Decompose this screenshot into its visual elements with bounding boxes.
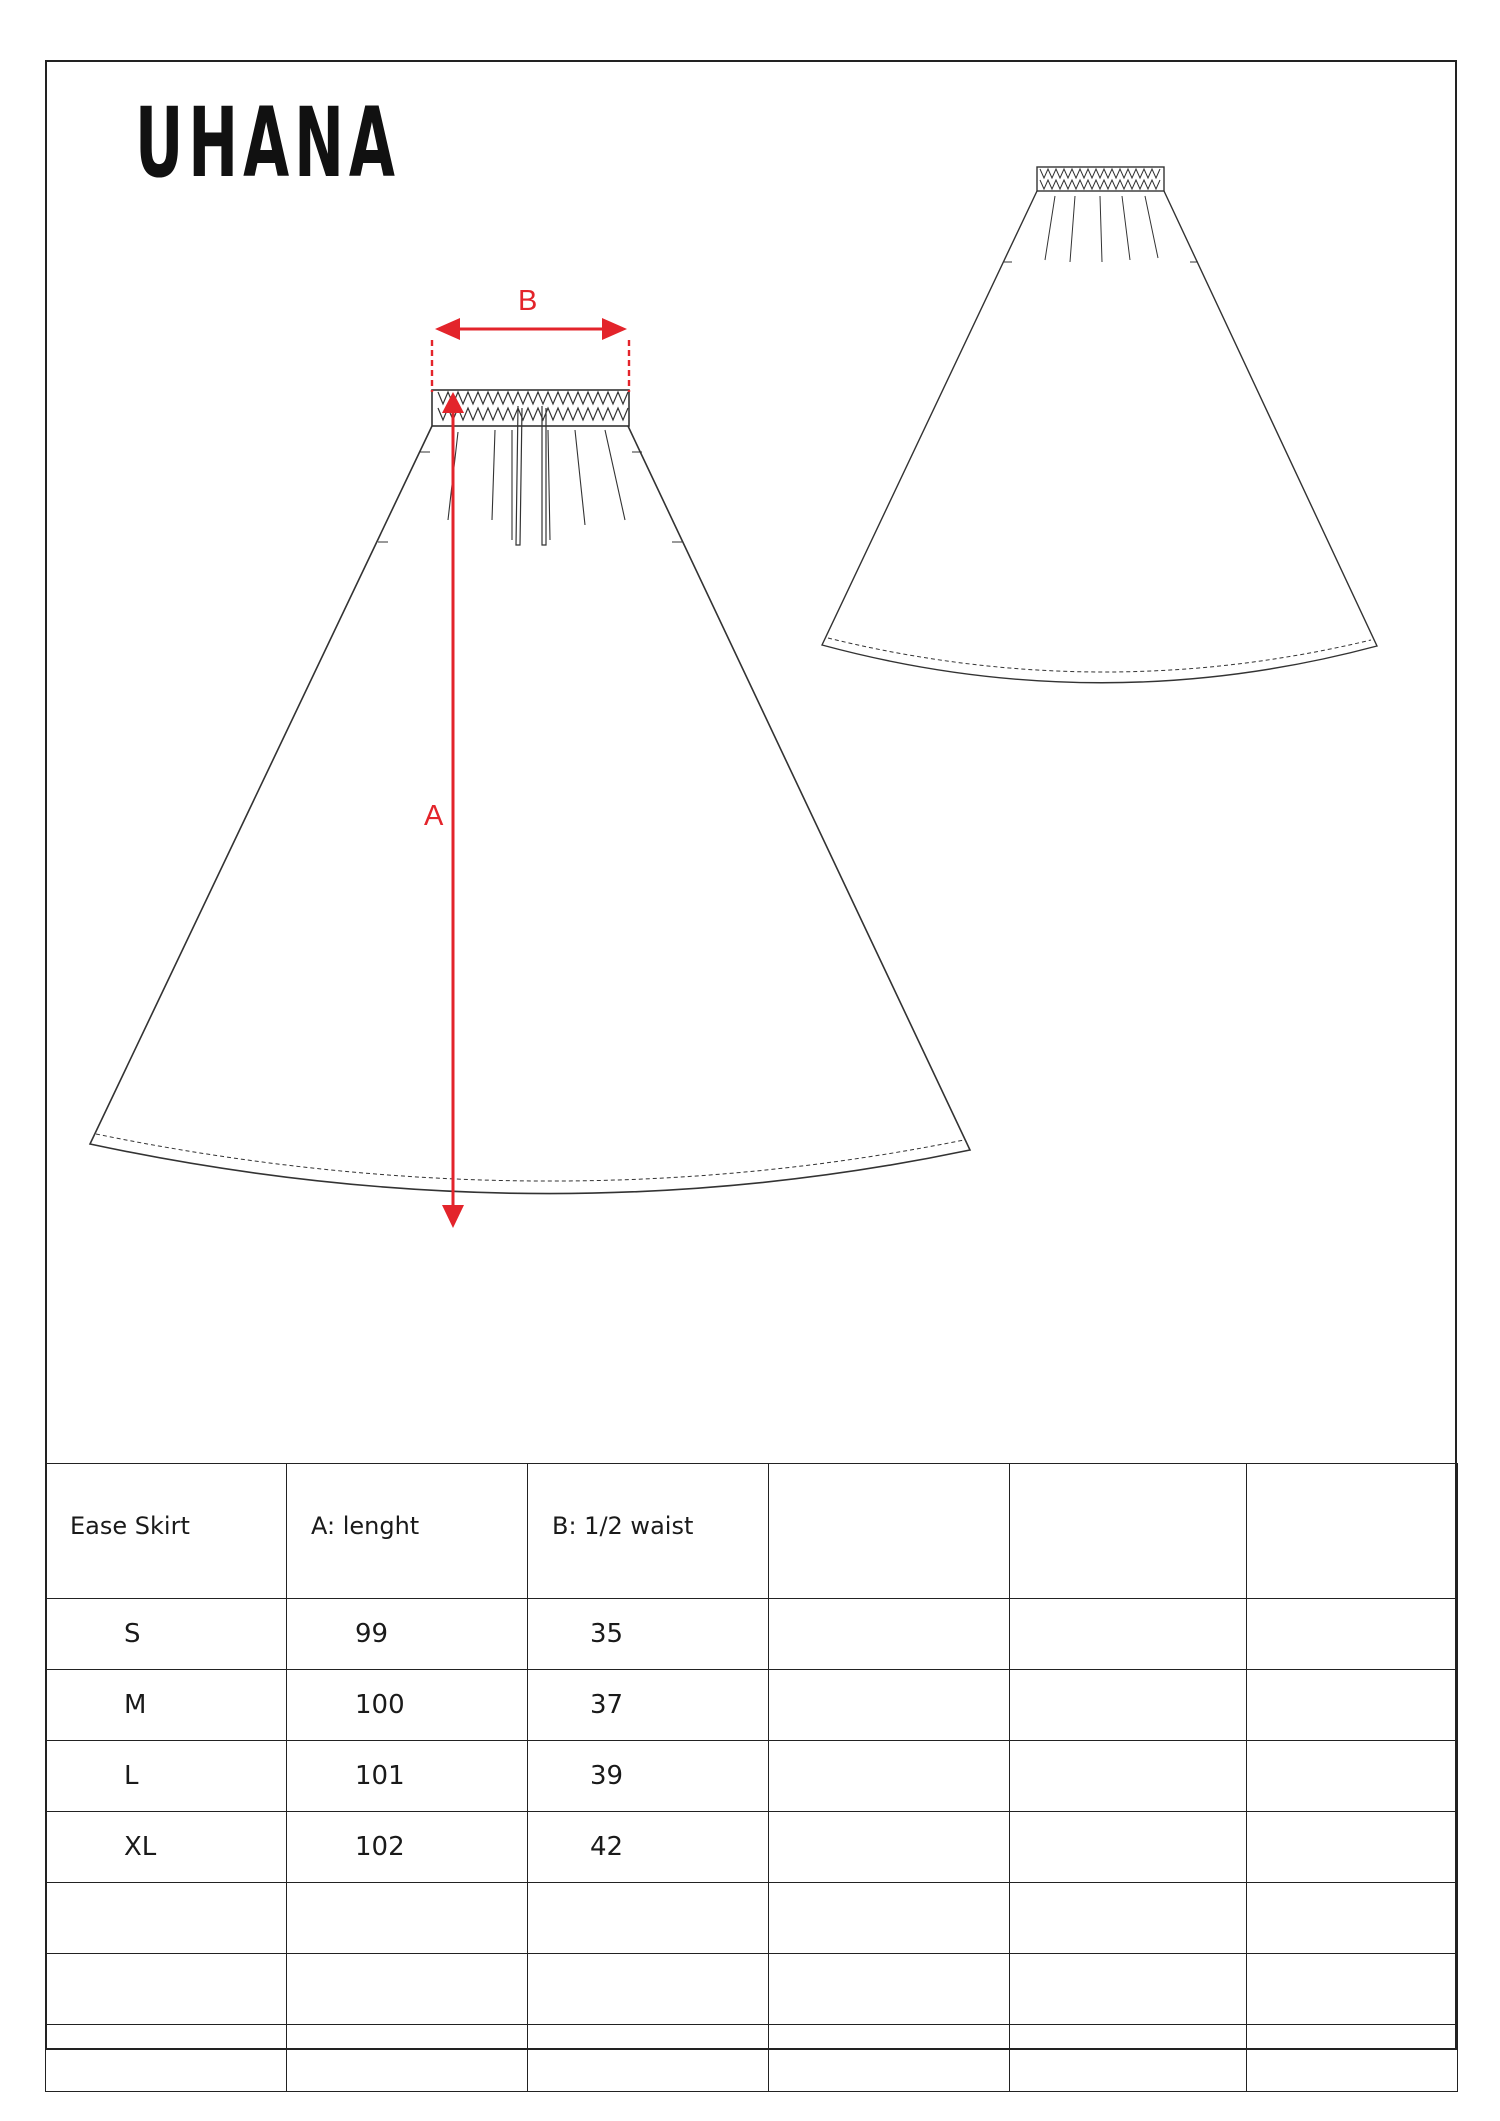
empty-cell [1247,1954,1458,2025]
empty-cell [1247,2025,1458,2092]
back-skirt-outline [822,191,1377,683]
empty-table-row [46,1883,1458,1954]
brand-logo: UHANA [135,87,400,199]
table-row [46,1670,1458,1741]
empty-cell [769,1599,1010,1670]
table-row [46,1599,1458,1670]
back-hem-stitch [828,638,1371,672]
empty-cell [528,1883,769,1954]
length-cell: 100 [287,1670,528,1741]
empty-cell [1247,1670,1458,1741]
header-empty-cell [1010,1464,1247,1599]
empty-cell [1010,1599,1247,1670]
empty-cell [1247,1599,1458,1670]
dim-a-arrow-top [442,392,464,413]
waist-cell: 37 [528,1670,769,1741]
size-chart-table [45,1463,1458,2092]
empty-table-row [46,1954,1458,2025]
back-waistband-shirring [1040,169,1160,189]
measurement-annotations [432,318,629,1228]
empty-cell [1247,1741,1458,1812]
length-cell: 99 [287,1599,528,1670]
empty-cell [1247,1883,1458,1954]
empty-cell [287,1883,528,1954]
length-cell: 102 [287,1812,528,1883]
header-half-waist: B: 1/2 waist [528,1464,769,1599]
header-length: A: lenght [287,1464,528,1599]
waist-cell: 35 [528,1599,769,1670]
back-pleats [1045,196,1158,262]
empty-cell [287,2025,528,2092]
front-view [90,390,970,1194]
empty-cell [1010,1670,1247,1741]
empty-cell [769,1954,1010,2025]
front-pleats [448,430,625,540]
dim-b-label: B [518,285,538,317]
header-empty-cell [1247,1464,1458,1599]
empty-cell [769,1883,1010,1954]
table-row [46,1812,1458,1883]
waist-cell: 42 [528,1812,769,1883]
empty-cell [769,1670,1010,1741]
back-view [822,167,1377,683]
empty-cell [528,1954,769,2025]
header-product-name: Ease Skirt [46,1464,287,1599]
empty-cell [528,2025,769,2092]
waist-cell: 39 [528,1741,769,1812]
front-side-marks [378,452,682,542]
empty-cell [769,1812,1010,1883]
empty-cell [1010,1741,1247,1812]
empty-cell [1010,1812,1247,1883]
empty-table-row [46,2025,1458,2092]
empty-cell [46,2025,287,2092]
empty-cell [1010,1883,1247,1954]
size-cell: XL [46,1812,287,1883]
dim-a-label: A [424,800,444,832]
empty-cell [1010,2025,1247,2092]
front-skirt-outline [90,426,970,1194]
size-cell: S [46,1599,287,1670]
empty-cell [46,1883,287,1954]
front-drawstring [516,406,546,545]
table-header-row [46,1464,1458,1599]
dim-b-arrow-right [602,318,627,340]
empty-cell [1010,1954,1247,2025]
empty-cell [1247,1812,1458,1883]
table-row [46,1741,1458,1812]
empty-cell [769,2025,1010,2092]
header-empty-cell [769,1464,1010,1599]
waistband-shirring [438,392,628,420]
size-cell: M [46,1670,287,1741]
empty-cell [287,1954,528,2025]
dim-b-arrow-left [435,318,460,340]
empty-cell [769,1741,1010,1812]
dim-a-arrow-bottom [442,1205,464,1228]
size-cell: L [46,1741,287,1812]
empty-cell [46,1954,287,2025]
length-cell: 101 [287,1741,528,1812]
